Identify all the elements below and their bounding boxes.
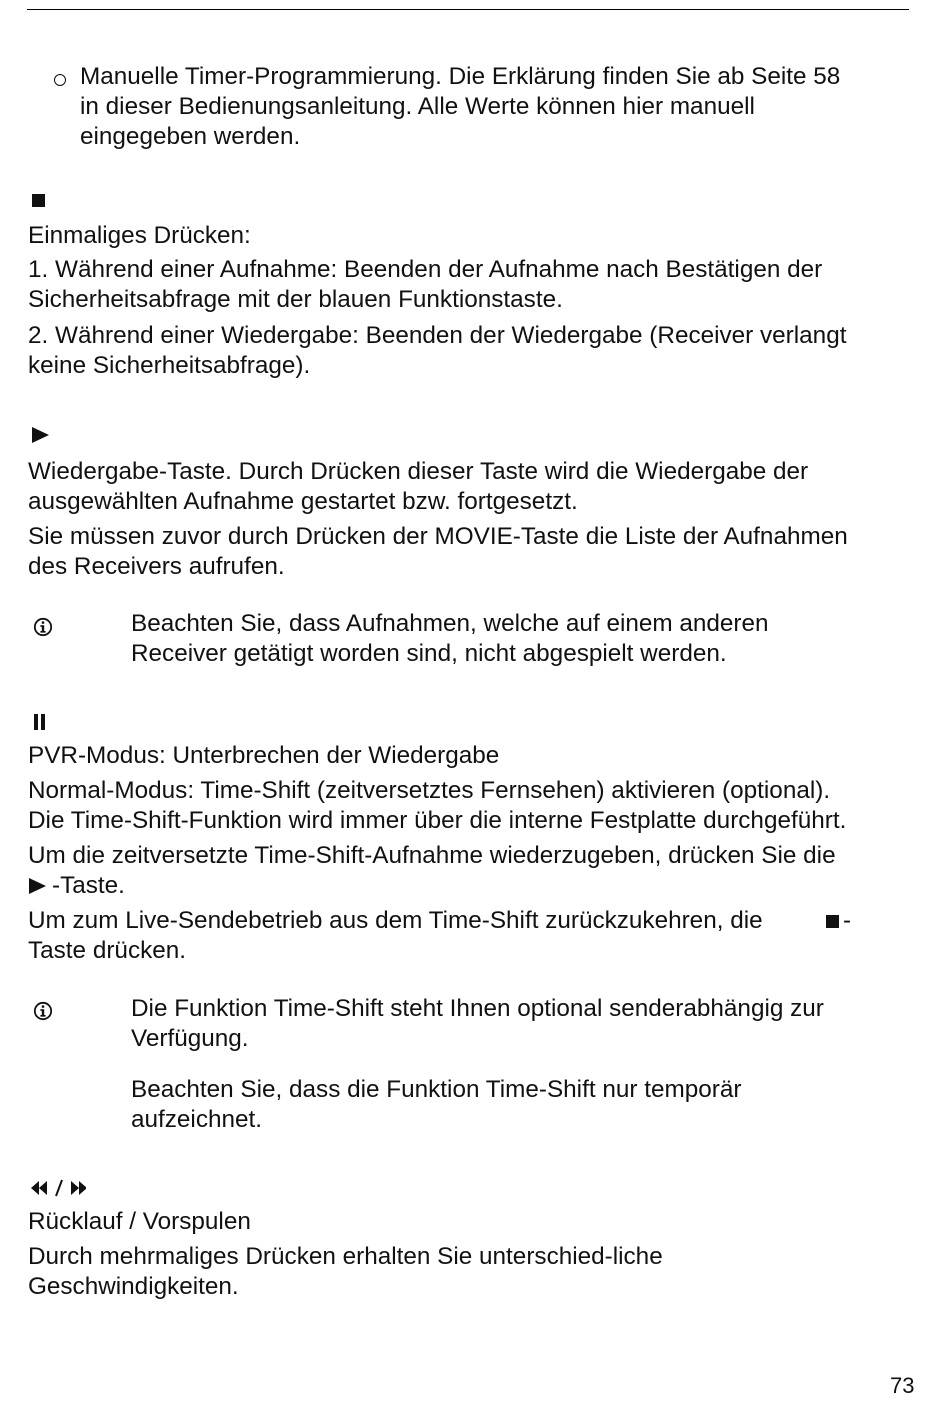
pause-note1-line2: Verfügung. — [131, 1025, 249, 1052]
pause-icon — [34, 714, 46, 730]
play-note-line1: Beachten Sie, dass Aufnahmen, welche auf einem anderen — [131, 610, 769, 637]
pause-line-5: -Taste. — [52, 872, 125, 899]
play-para1-line1: Wiedergabe-Taste. Durch Drücken dieser Taste wird die Wiedergabe der — [28, 458, 809, 485]
info-icon — [33, 617, 53, 637]
pause-line-1: PVR-Modus: Unterbrechen der Wiedergabe — [28, 742, 500, 769]
rewind-line-1: Durch mehrmaliges Drücken erhalten Sie unterschied-liche — [28, 1243, 663, 1270]
pause-line-4: Um die zeitversetzte Time-Shift-Aufnahme wiederzugeben, drücken Sie die — [28, 842, 836, 869]
rewind-title: Rücklauf / Vorspulen — [28, 1208, 251, 1235]
pause-line-2: Normal-Modus: Time-Shift (zeitversetztes Fernsehen) aktivieren (optional). — [28, 777, 831, 804]
play-icon — [32, 427, 49, 443]
top-rule — [27, 9, 909, 10]
play-para1-line2: ausgewählten Aufnahme gestartet bzw. fortgesetzt. — [28, 488, 578, 515]
intro-line-1: Manuelle Timer-Programmierung. Die Erklärung finden Sie ab Seite 58 — [80, 63, 841, 90]
pause-line-3: Die Time-Shift-Funktion wird immer über die interne Festplatte durchgeführt. — [28, 807, 847, 834]
intro-line-3: eingegeben werden. — [80, 123, 301, 150]
stop-icon — [32, 194, 45, 207]
pause-line-6: Um zum Live-Sendebetrieb aus dem Time-Shift zurückzukehren, die — [28, 907, 763, 934]
stop-inline-icon — [826, 915, 839, 928]
pause-note2-line1: Beachten Sie, dass die Funktion Time-Shift nur temporär — [131, 1076, 742, 1103]
rewind-line-2: Geschwindigkeiten. — [28, 1273, 239, 1300]
page-number: 73 — [890, 1373, 915, 1398]
pause-note1-line1: Die Funktion Time-Shift steht Ihnen optional senderabhängig zur — [131, 995, 824, 1022]
play-inline-icon — [29, 878, 46, 894]
info-icon — [33, 1001, 53, 1021]
intro-line-2: in dieser Bedienungsanleitung. Alle Werte können hier manuell — [80, 93, 755, 120]
stop-title: Einmaliges Drücken: — [28, 222, 251, 249]
play-para2-line2: des Receivers aufrufen. — [28, 553, 285, 580]
pause-note2-line2: aufzeichnet. — [131, 1106, 263, 1133]
stop-item1-line1: 1. Während einer Aufnahme: Beenden der Aufnahme nach Bestätigen der — [28, 256, 823, 283]
stop-item2-line2: keine Sicherheitsabfrage). — [28, 352, 311, 379]
play-note-line2: Receiver getätigt worden sind, nicht abgespielt werden. — [131, 640, 727, 667]
stop-item2-line1: 2. Während einer Wiedergabe: Beenden der Wiedergabe (Receiver verlangt — [28, 322, 847, 349]
pause-line-7: Taste drücken. — [28, 937, 187, 964]
pause-line-6-suffix: - — [843, 907, 852, 934]
rewind-forward-icon — [30, 1178, 86, 1198]
bullet-circle-icon — [54, 74, 66, 86]
stop-item1-line2: Sicherheitsabfrage mit der blauen Funktionstaste. — [28, 286, 563, 313]
play-para2-line1: Sie müssen zuvor durch Drücken der MOVIE-Taste die Liste der Aufnahmen — [28, 523, 848, 550]
